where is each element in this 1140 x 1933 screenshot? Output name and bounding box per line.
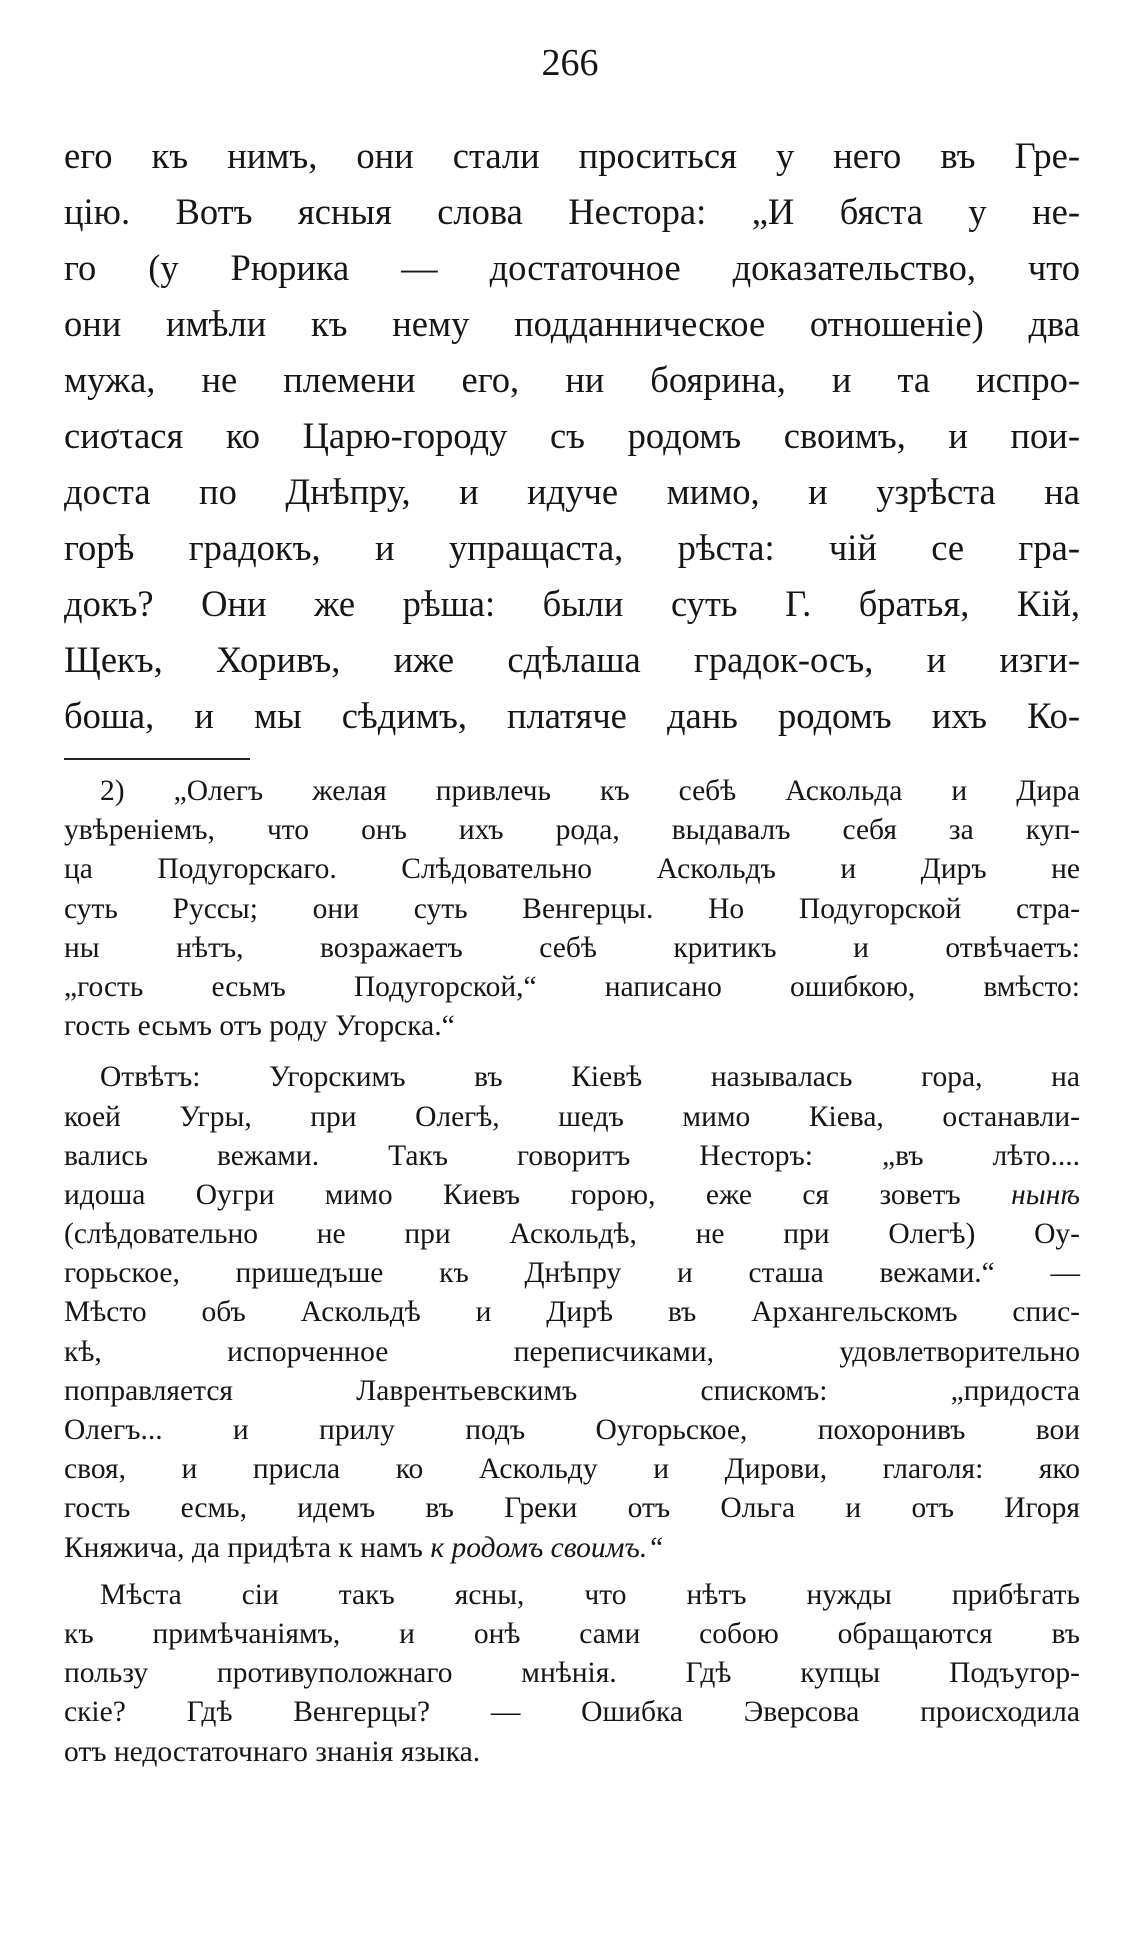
footnote-text: идоша Оугри мимо Киевъ горою, еже ся зоветъ	[64, 1178, 961, 1211]
italic-word: нынѣ	[1011, 1178, 1081, 1211]
footnote-divider	[64, 758, 250, 760]
paragraph-gap	[64, 1046, 1080, 1058]
text-line: го (у Рюрика — достаточное доказательство, что	[64, 247, 1080, 288]
footnote-line: горьское, пришедъше къ Днѣпру и сташа вежами.“ —	[64, 1257, 1080, 1290]
footnote-line: коей Угры, при Олегѣ, шедъ мимо Кіева, останавли-	[64, 1100, 1080, 1133]
text-line: цію. Вотъ ясныя слова Нестора: „И бяста у не-	[64, 191, 1080, 232]
footnote-line: поправляется Лаврентьевскимъ спискомъ: „придоста	[64, 1374, 1080, 1407]
main-text-block	[64, 128, 1080, 744]
footnote-block	[64, 772, 1080, 1772]
footnote-line: вались вежами. Такъ говоритъ Несторъ: „въ лѣто....	[64, 1139, 1080, 1172]
footnote-line	[64, 1529, 1080, 1568]
footnote-line: Мѣсто объ Аскольдѣ и Дирѣ въ Архангельскомъ спис-	[64, 1296, 1080, 1329]
footnote-line: Мѣста сіи такъ ясны, что нѣтъ нужды прибѣгать	[100, 1578, 1080, 1611]
footnote-line: увѣреніемъ, что онъ ихъ рода, выдавалъ себя за куп-	[64, 814, 1080, 847]
footnote-line: скіе? Гдѣ Венгерцы? — Ошибка Эверсова происходила	[64, 1696, 1080, 1729]
text-line: боша, и мы сѣдимъ, платяче дань родомъ ихъ Ко-	[64, 695, 1080, 736]
footnote-line: своя, и присла ко Аскольду и Дирови, глаголя: яко	[64, 1453, 1080, 1486]
footnote-line: ны нѣтъ, возражаетъ себѣ критикъ и отвѣчаетъ:	[64, 931, 1080, 964]
footnote-line: „гость есьмъ Подугорской,“ написано ошибкою, вмѣсто:	[64, 970, 1080, 1003]
footnote-line: Отвѣтъ: Угорскимъ въ Кіевѣ называлась гора, на	[100, 1061, 1080, 1094]
footnote-line: кѣ, испорченное переписчиками, удовлетворительно	[64, 1335, 1080, 1368]
footnote-line: суть Руссы; они суть Венгерцы. Но Подугорской стра-	[64, 892, 1080, 925]
page-number: 266	[541, 42, 599, 84]
footnote-line: пользу противуположнаго мнѣнія. Гдѣ купцы Подъугор-	[64, 1657, 1080, 1690]
footnote-line: 2) „Олегъ желая привлечь къ себѣ Аскольда и Дира	[100, 775, 1080, 807]
paragraph-gap	[64, 1568, 1080, 1576]
footnote-line: гость есьмъ отъ роду Угорска.“	[64, 1010, 455, 1043]
footnote-line: гость есмь, идемъ въ Греки отъ Ольга и отъ Игоря	[64, 1492, 1080, 1525]
footnote-line: къ примѣчаніямъ, и онѣ сами собою обращаются въ	[64, 1617, 1080, 1650]
footnote-line: Олегъ... и прилу подъ Оугорьское, похоронивъ вои	[64, 1414, 1080, 1446]
footnote-line: ца Подугорскаго. Слѣдовательно Аскольдъ и Диръ не	[64, 853, 1080, 886]
text-line: сиστася ко Царю-городу съ родомъ своимъ, и пои-	[64, 415, 1080, 456]
footnote-line	[64, 1176, 1080, 1215]
footnote-line: (слѣдовательно не при Аскольдѣ, не при Олегѣ) Оу-	[64, 1218, 1080, 1251]
text-line: докъ? Они же рѣша: были суть Г. братья, Кій,	[64, 583, 1080, 624]
italic-phrase: к родомъ своимъ.“	[430, 1531, 664, 1564]
text-line: доста по Днѣпру, и идуче мимо, и узрѣста на	[64, 471, 1080, 512]
text-line: его къ нимъ, они стали проситься у него въ Гре-	[64, 135, 1080, 176]
text-line: мужа, не племени его, ни боярина, и та испро-	[64, 359, 1080, 400]
text-line: Щекъ, Хоривъ, иже сдѣлаша градок-осъ, и изги-	[64, 639, 1080, 680]
footnote-text: Княжича, да придѣта к намъ	[64, 1531, 423, 1564]
footnote-line: отъ недостаточнаго знанія языка.	[64, 1735, 481, 1768]
text-line: они имѣли къ нему подданническое отношеніе) два	[64, 303, 1080, 344]
text-line: горѣ градокъ, и упращаста, рѣста: чій се гра-	[64, 527, 1080, 568]
